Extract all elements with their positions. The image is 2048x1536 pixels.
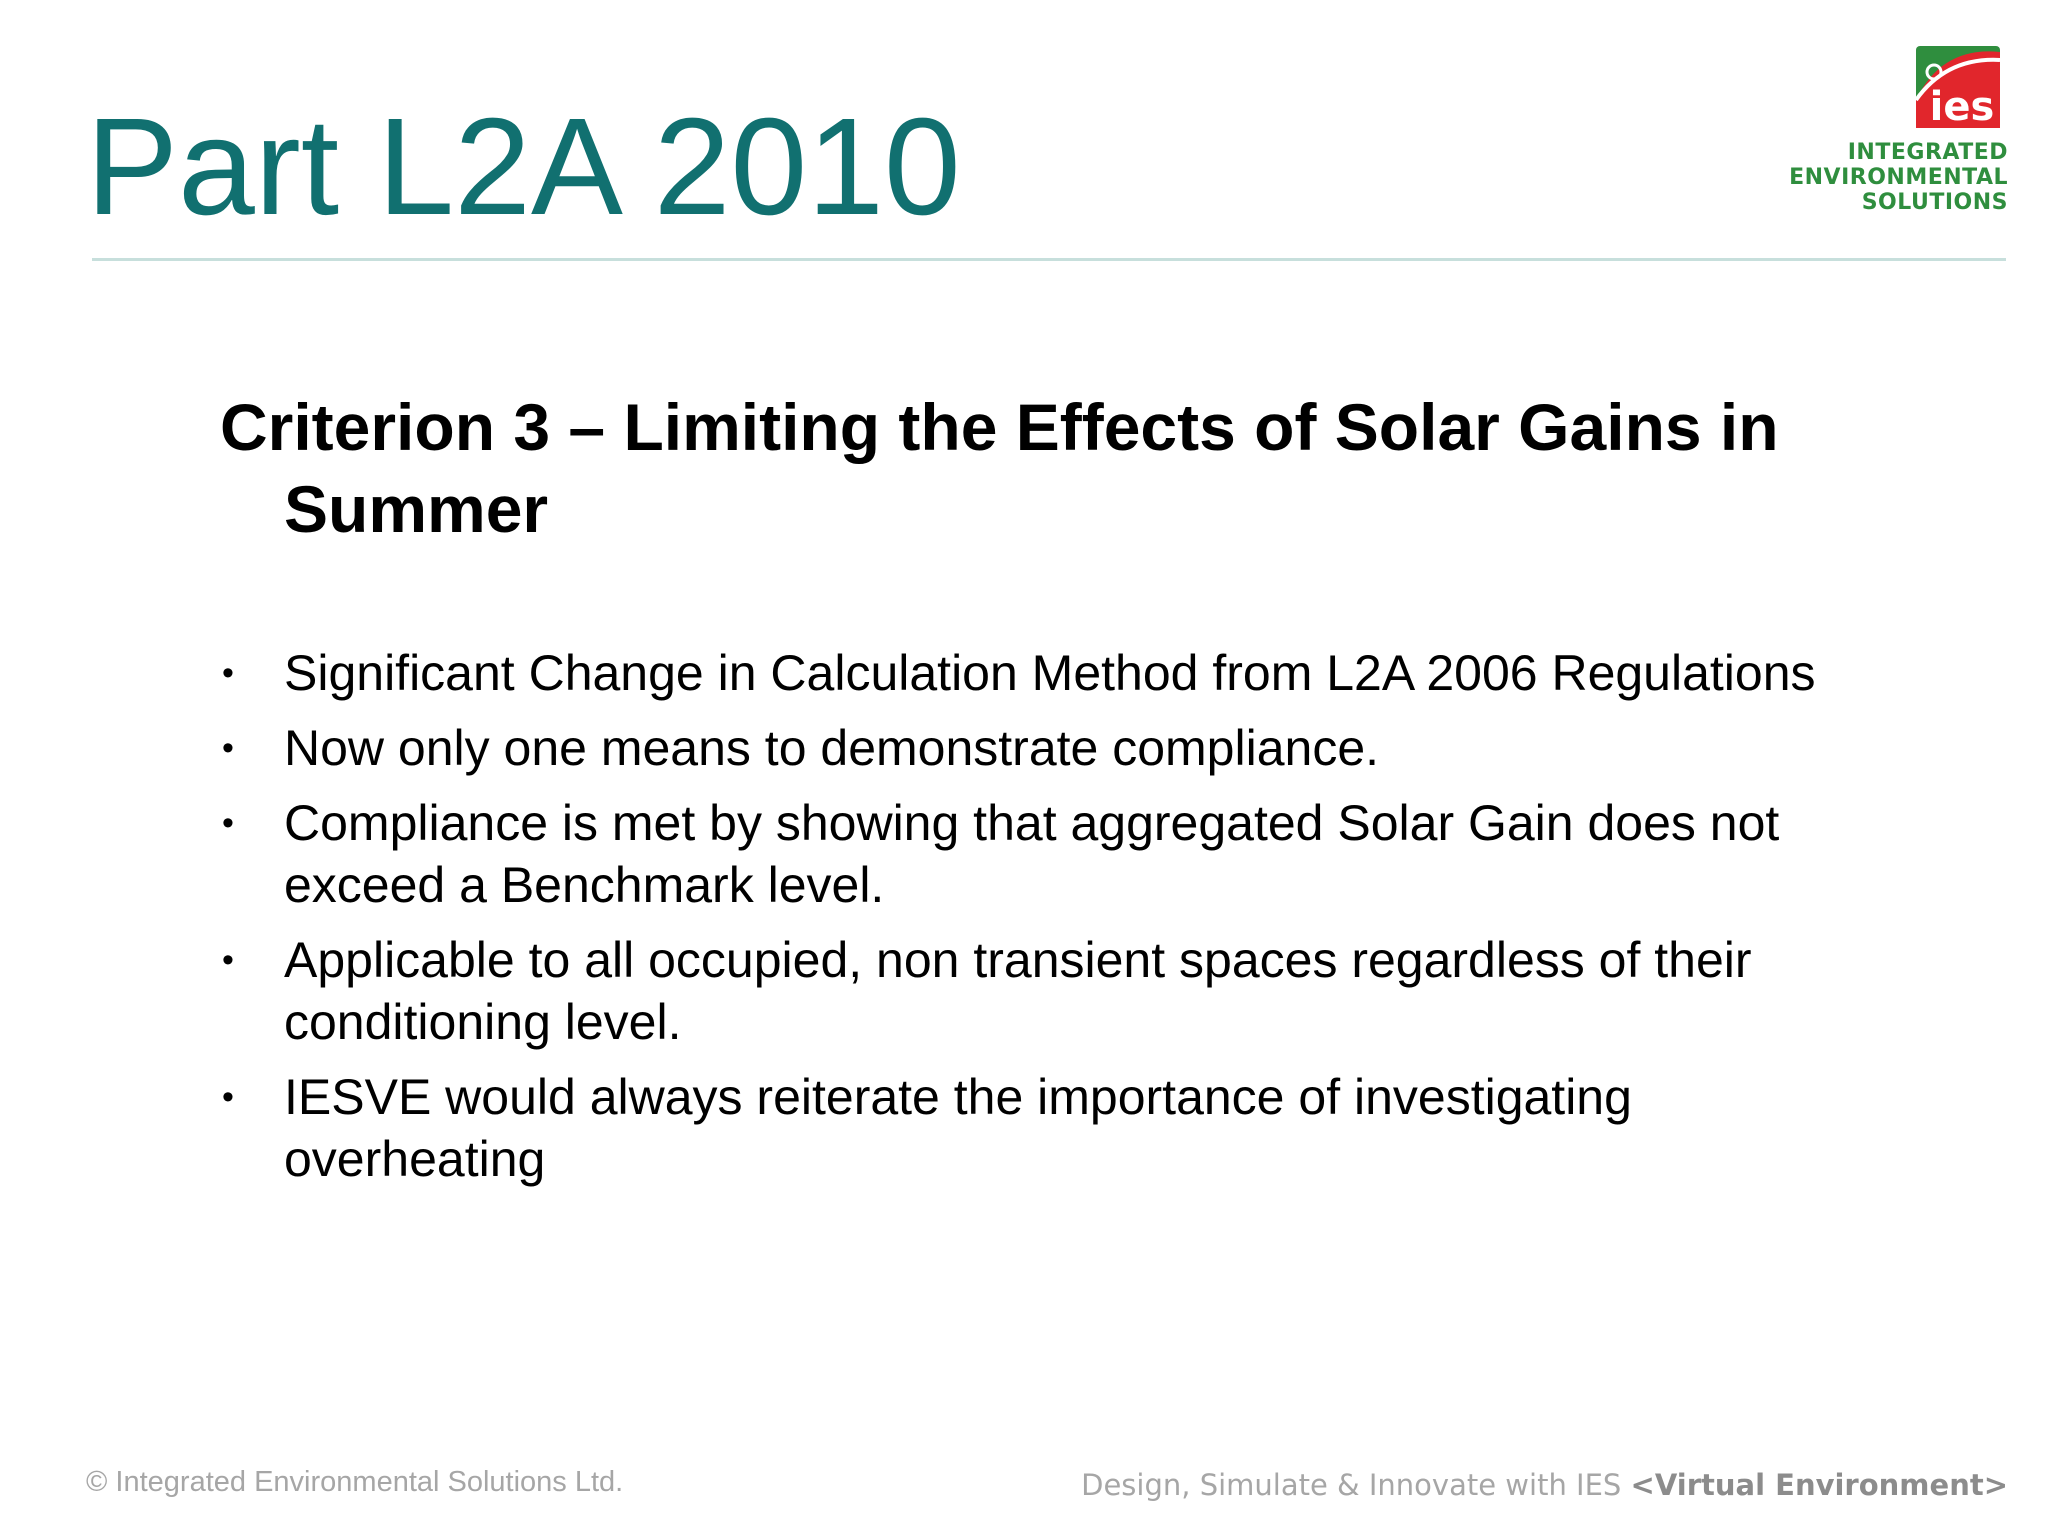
logo-line: INTEGRATED	[1847, 140, 2008, 165]
ies-logo-icon	[1914, 42, 2004, 130]
list-item	[220, 792, 1880, 916]
list-item-text: IESVE would always reiterate the importance of investigating overheating	[284, 1069, 1632, 1187]
slide-title: Part L2A 2010	[86, 90, 961, 244]
list-item-text: Significant Change in Calculation Method from L2A 2006 Regulations	[284, 645, 1816, 701]
bullet-icon: •	[222, 941, 234, 979]
bullet-icon: •	[222, 729, 234, 767]
title-divider	[92, 258, 2006, 261]
ies-logo	[1778, 42, 2008, 222]
svg-text:ies: ies	[1929, 84, 1995, 130]
footer-tagline-product: <Virtual Environment>	[1630, 1468, 2008, 1502]
bullet-icon: •	[222, 1078, 234, 1116]
footer-tagline	[1081, 1468, 2008, 1502]
logo-line: ENVIRONMENTAL	[1789, 165, 2008, 190]
footer-copyright: © Integrated Environmental Solutions Ltd.	[86, 1466, 624, 1498]
slide-content	[220, 386, 1880, 1203]
list-item	[220, 717, 1880, 779]
bullet-list	[220, 642, 1880, 1190]
list-item-text: Compliance is met by showing that aggregated Solar Gain does not exceed a Benchmark level.	[284, 795, 1780, 913]
footer-tagline-prefix: Design, Simulate & Innovate with IES	[1081, 1468, 1631, 1502]
list-item	[220, 642, 1880, 704]
list-item-text: Applicable to all occupied, non transient spaces regardless of their conditioning level.	[284, 932, 1752, 1050]
logo-line: SOLUTIONS	[1861, 190, 2008, 215]
ies-logo-mark	[1914, 42, 2004, 130]
bullet-icon: •	[222, 804, 234, 842]
ies-logo-text	[1789, 140, 2008, 215]
criterion-heading: Criterion 3 – Limiting the Effects of Solar Gains in Summer	[220, 390, 1779, 546]
list-item-text: Now only one means to demonstrate compliance.	[284, 720, 1380, 776]
bullet-icon: •	[222, 654, 234, 692]
list-item	[220, 929, 1880, 1053]
list-item	[220, 1066, 1880, 1190]
